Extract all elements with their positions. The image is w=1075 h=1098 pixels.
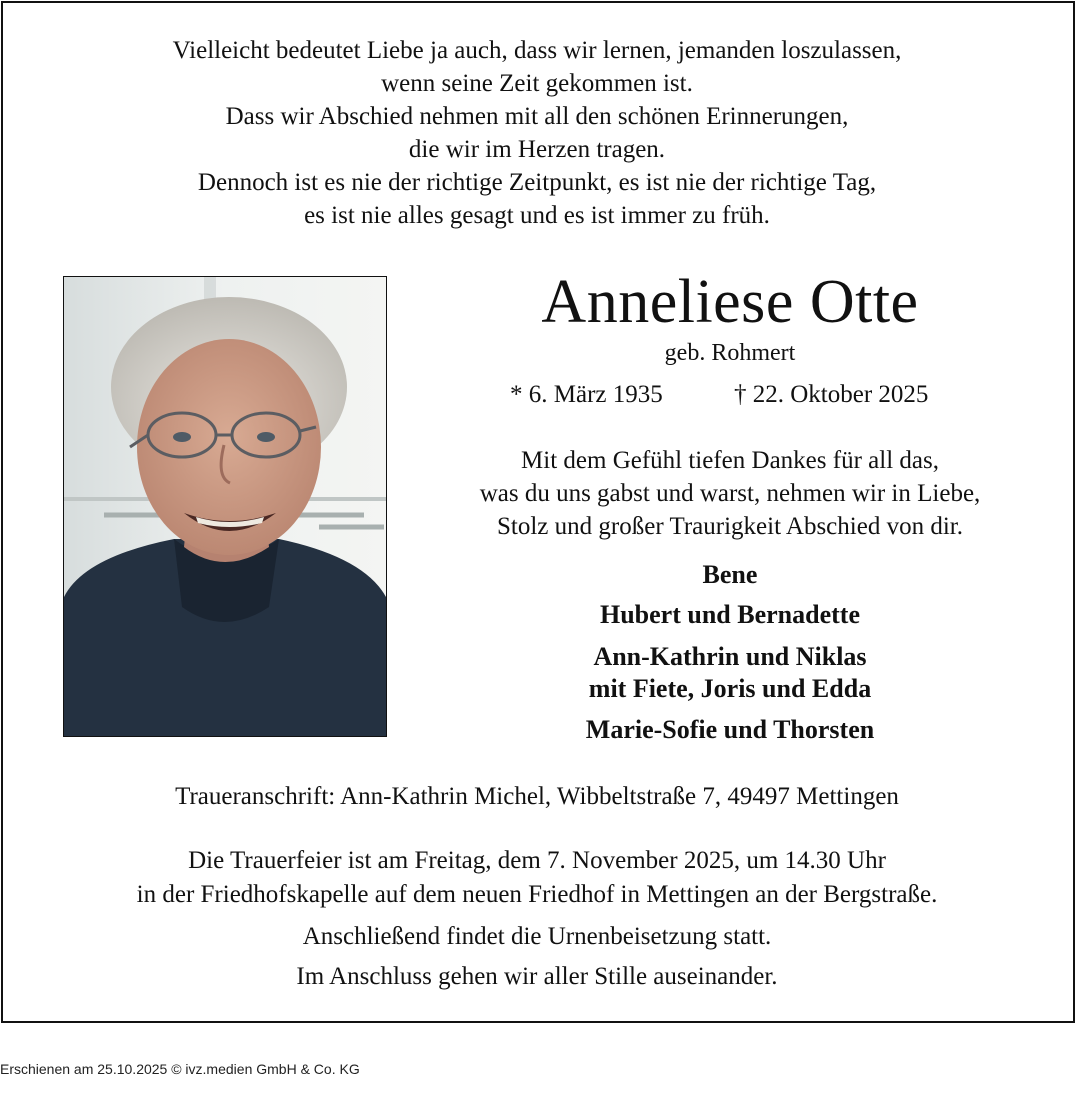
death-date: † 22. Oktober 2025 — [734, 381, 929, 408]
ceremony-line: Im Anschluss gehen wir aller Stille auseinander. — [296, 963, 778, 990]
poem — [0, 34, 1074, 232]
ceremony-line: in der Friedhofskapelle auf dem neuen Friedhof in Mettingen an der Bergstraße. — [136, 881, 938, 908]
birth-date: * 6. März 1935 — [510, 381, 663, 408]
thanks-line: was du uns gabst und warst, nehmen wir in Liebe, — [479, 480, 981, 507]
poem-line: wenn seine Zeit gekommen ist. — [381, 70, 693, 97]
poem-line: es ist nie alles gesagt und es ist immer zu früh. — [304, 202, 770, 229]
thanks-line: Mit dem Gefühl tiefen Dankes für all das, — [521, 447, 939, 474]
thanks-text — [400, 444, 1060, 543]
family-member: Marie-Sofie und Thorsten — [585, 715, 875, 744]
publication-footer: Erschienen am 25.10.2025 © ivz.medien GmbH & Co. KG — [0, 1061, 360, 1077]
family-member: Ann-Kathrin und Niklas — [593, 642, 867, 671]
portrait-photo — [63, 276, 387, 737]
poem-line: Vielleicht bedeutet Liebe ja auch, dass wir lernen, jemanden loszulassen, — [172, 37, 902, 64]
family-member: Hubert und Bernadette — [600, 600, 860, 629]
mourning-address: Traueranschrift: Ann-Kathrin Michel, Wibbeltstraße 7, 49497 Mettingen — [175, 783, 899, 810]
deceased-name: Anneliese Otte — [541, 268, 919, 336]
family-member: mit Fiete, Joris und Edda — [588, 674, 872, 703]
ceremony-line: Anschließend findet die Urnenbeisetzung statt. — [302, 923, 772, 950]
thanks-line: Stolz und großer Traurigkeit Abschied von dir. — [497, 513, 963, 540]
family-member: Bene — [702, 560, 758, 589]
poem-line: Dennoch ist es nie der richtige Zeitpunkt, es ist nie der richtige Tag, — [197, 169, 877, 196]
birth-name: geb. Rohmert — [664, 340, 796, 366]
ceremony-line: Die Trauerfeier ist am Freitag, dem 7. November 2025, um 14.30 Uhr — [188, 847, 886, 874]
poem-line: Dass wir Abschied nehmen mit all den schönen Erinnerungen, — [225, 103, 849, 130]
poem-line: die wir im Herzen tragen. — [408, 136, 666, 163]
